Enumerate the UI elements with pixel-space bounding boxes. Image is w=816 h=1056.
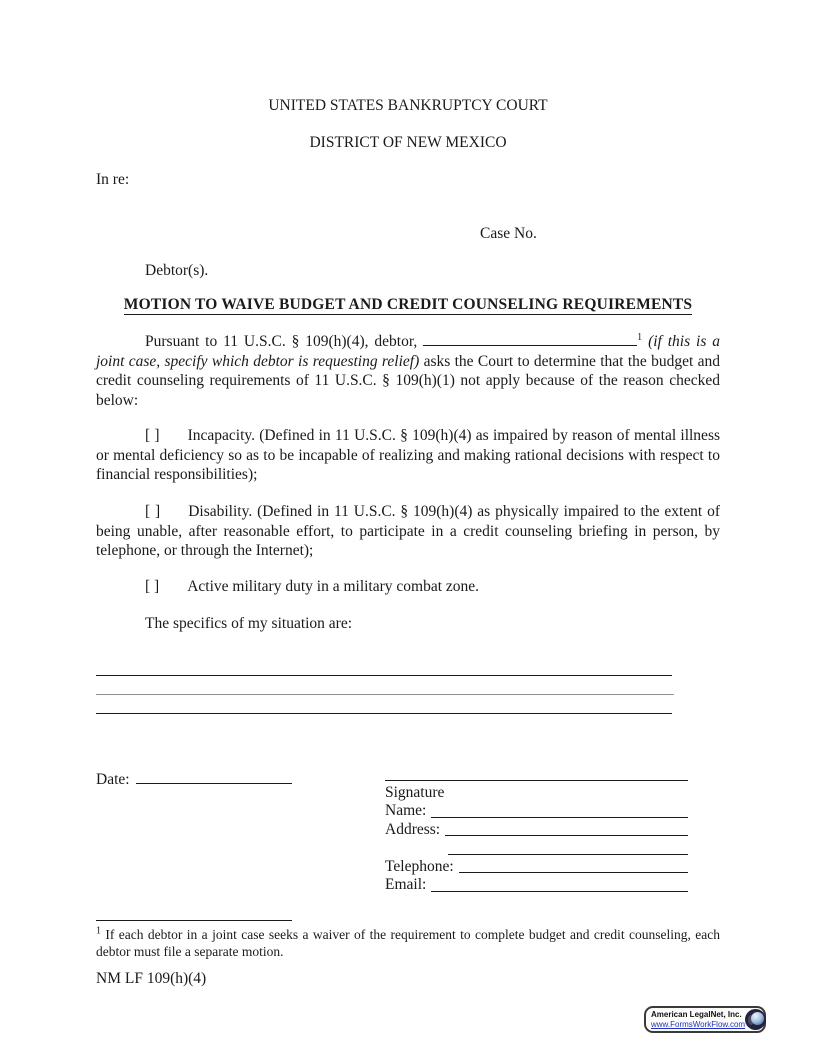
disability-paragraph [96, 502, 720, 561]
date-label: Date: [96, 771, 130, 788]
name-row [385, 802, 688, 821]
date-blank[interactable] [136, 769, 292, 784]
footnote-separator [96, 920, 292, 921]
address-label: Address: [385, 820, 441, 838]
intro-after-italic: asks the Court to determine that the budget and credit counseling requirements of 11 U.S.C. § 109(h)(1) not apply because of the reason checked below: [96, 352, 720, 409]
debtors-label: Debtor(s). [145, 262, 209, 279]
specifics-line-3[interactable] [96, 713, 672, 714]
address2-row [385, 839, 688, 858]
name-blank[interactable] [431, 817, 688, 818]
address2-blank[interactable] [448, 854, 688, 855]
name-label: Name: [385, 802, 427, 819]
email-blank[interactable] [431, 891, 688, 892]
formsworkflow-link[interactable]: www.FormsWorkFlow.com [651, 1019, 746, 1029]
signature-blank[interactable] [385, 780, 688, 781]
signature-label-row [385, 784, 688, 803]
document-title [0, 295, 816, 315]
intro-before-blank: Pursuant to 11 U.S.C. § 109(h)(4), debtor, [145, 333, 418, 350]
military-paragraph [96, 577, 720, 597]
district-name: DISTRICT OF NEW MEXICO [309, 134, 507, 151]
incapacity-checkbox[interactable]: [ ] [145, 427, 160, 444]
telephone-blank[interactable] [459, 872, 688, 873]
court-name: UNITED STATES BANKRUPTCY COURT [268, 97, 548, 114]
military-text: Active military duty in a military combat zone. [187, 578, 480, 595]
telephone-label: Telephone: [385, 857, 454, 875]
specifics-line-2[interactable] [96, 694, 674, 695]
legalnet-badge-text [651, 1010, 745, 1030]
footnote-ref-marker: 1 [637, 331, 643, 343]
signature-line-row [385, 765, 688, 784]
date-row [96, 769, 292, 790]
email-label: Email: [385, 876, 427, 893]
footnote-text: If each debtor in a joint case seeks a waiver of the requirement to complete budget and credit counseling, each debtor must file a separate motion. [96, 927, 721, 959]
telephone-row [385, 858, 688, 877]
incapacity-paragraph [96, 426, 720, 485]
specifics-line-1[interactable] [96, 675, 672, 676]
address-blank[interactable] [445, 835, 688, 836]
specifics-label [96, 614, 720, 634]
form-number: NM LF 109(h)(4) [96, 970, 207, 987]
intro-paragraph [96, 332, 720, 410]
disability-checkbox[interactable]: [ ] [145, 503, 161, 520]
in-re-label: In re: [96, 171, 130, 188]
address-row [385, 821, 688, 840]
signature-block [385, 765, 688, 895]
incapacity-text: Incapacity. (Defined in 11 U.S.C. § 109(h)(4) as impaired by reason of mental illness or mental deficiency so as to be incapable of realizing and making rational decisions with respect to financial responsibilities); [96, 427, 721, 483]
globe-icon [745, 1009, 766, 1030]
debtor-name-blank[interactable] [423, 345, 637, 346]
specifics-label-text: The specifics of my situation are: [145, 615, 353, 632]
military-checkbox[interactable]: [ ] [145, 578, 160, 595]
footnote-number: 1 [96, 925, 101, 937]
legalnet-badge [644, 1006, 766, 1033]
disability-text: Disability. (Defined in 11 U.S.C. § 109(h)(4) as physically impaired to the extent of being unable, after reasonable effort, to participate in a credit counseling briefing in person, by telephone, or through the Internet); [96, 503, 721, 559]
intro-italic-note: (if this is a joint case, specify which debtor is requesting relief) [96, 333, 721, 370]
case-no-label: Case No. [480, 225, 537, 242]
email-row [385, 876, 688, 895]
signature-label: Signature [385, 783, 445, 801]
footnote-paragraph [96, 926, 720, 960]
legalnet-company: American LegalNet, Inc. [651, 1009, 742, 1019]
document-title-text: MOTION TO WAIVE BUDGET AND CREDIT COUNSELING REQUIREMENTS [123, 296, 693, 313]
